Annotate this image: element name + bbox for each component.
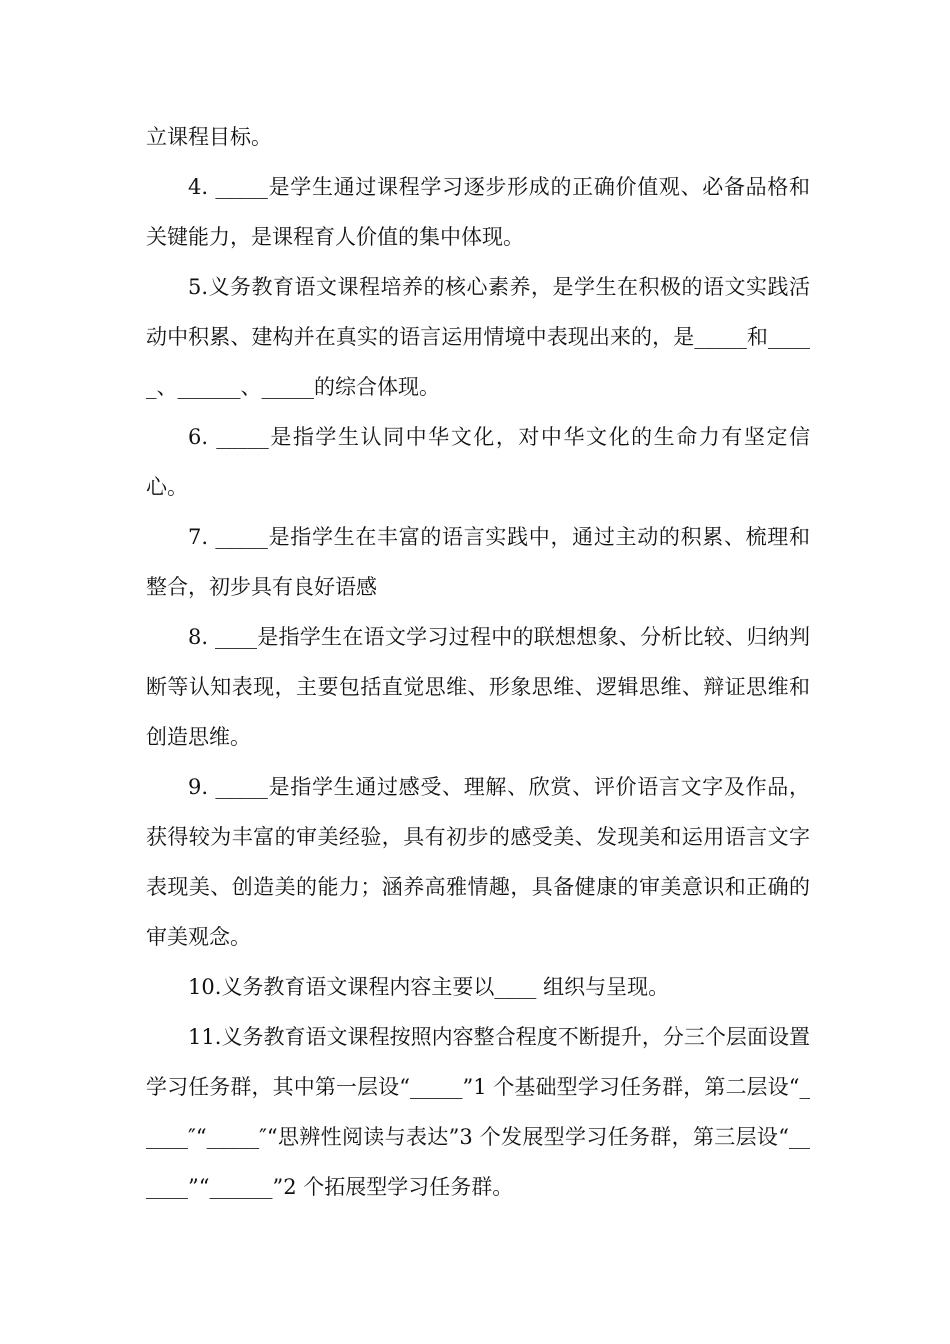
paragraph-continuation: 立课程目标。 [146,125,272,149]
question-11: 11.义务教育语文课程按照内容整合程度不断提升，分三个层面设置学习任务群，其中第一层设“_____”1 个基础型学习任务群，第二层设“_____″“_____″“思辨性阅读与表达”3 个发展型学习任务群，第三层设“______”“______”2 个拓展型学习任务群。 [146,1025,810,1199]
question-8: 8. ____是指学生在语文学习过程中的联想想象、分析比较、归纳判断等认知表现，主要包括直觉思维、形象思维、逻辑思维、辩证思维和创造思维。 [146,625,810,749]
question-9: 9. _____是指学生通过感受、理解、欣赏、评价语言文字及作品，获得较为丰富的审美经验，具有初步的感受美、发现美和运用语言文字表现美、创造美的能力；涵养高雅情趣，具备健康的审美意识和正确的审美观念。 [146,775,810,949]
question-6: 6. _____是指学生认同中华文化，对中华文化的生命力有坚定信心。 [146,425,810,499]
question-4: 4. _____是学生通过课程学习逐步形成的正确价值观、必备品格和关键能力，是课程育人价值的集中体现。 [146,175,810,249]
question-10: 10.义务教育语文课程内容主要以____ 组织与呈现。 [188,975,670,999]
question-5: 5.义务教育语文课程培养的核心素养，是学生在积极的语文实践活动中积累、建构并在真实的语言运用情境中表现出来的，是_____和_____、______、_____的综合体现。 [146,275,810,399]
document-body [146,112,810,1212]
question-7: 7. _____是指学生在丰富的语言实践中，通过主动的积累、梳理和整合，初步具有良好语感 [146,525,810,599]
